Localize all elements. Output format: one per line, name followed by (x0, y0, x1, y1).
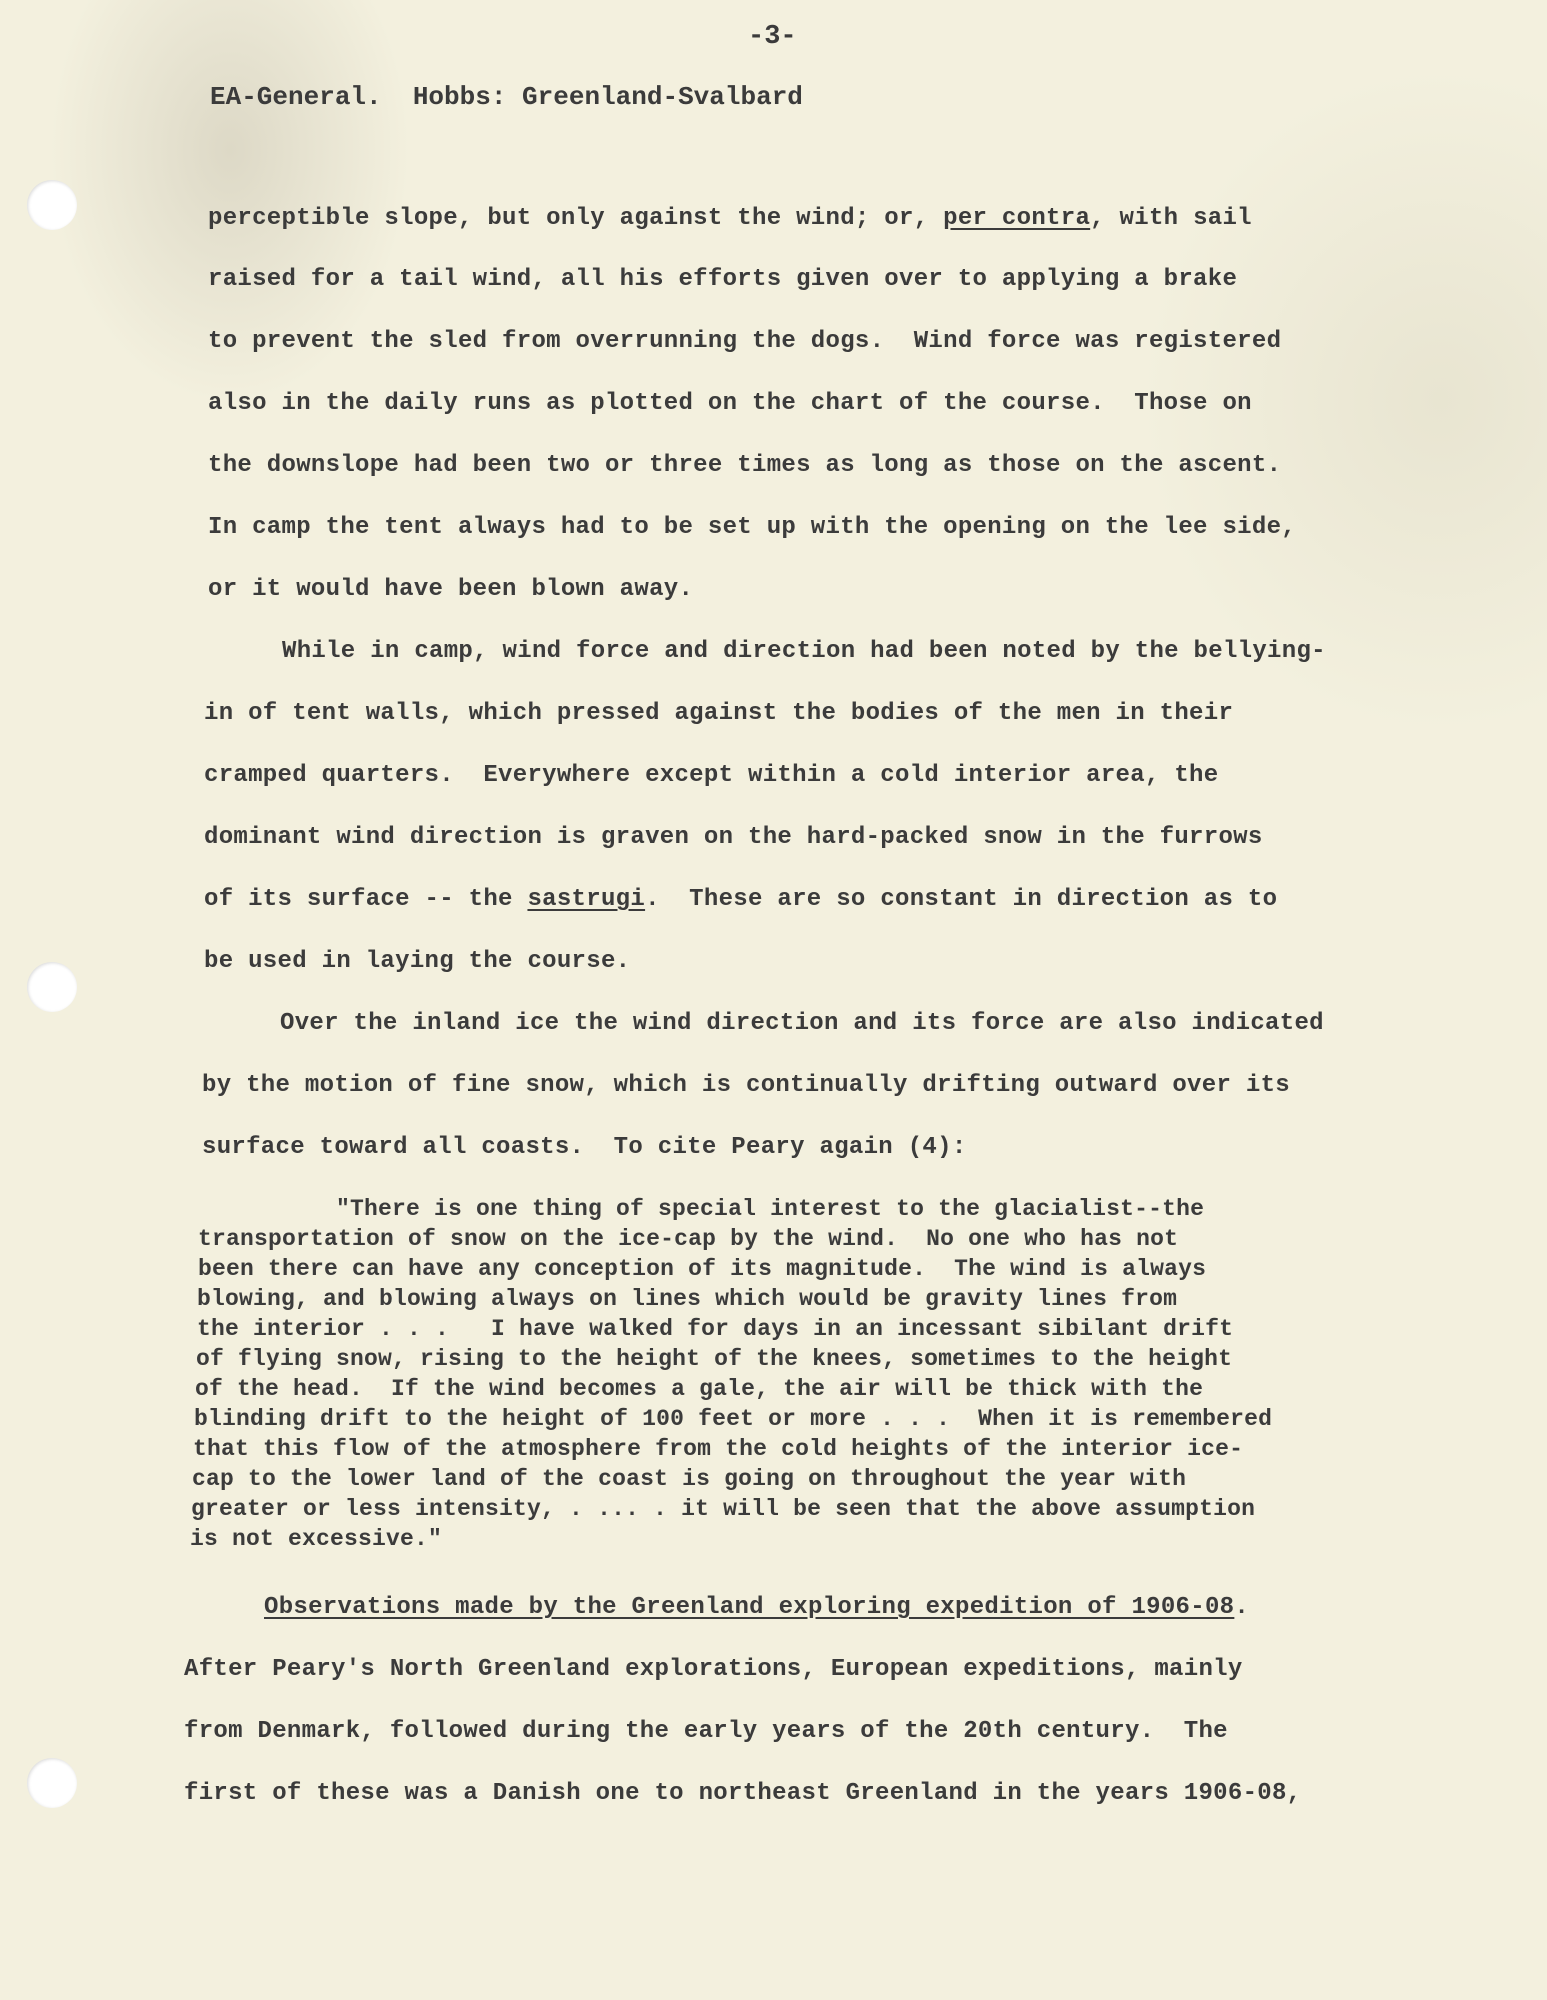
paragraph-1-line-1: perceptible slope, but only against the wind; or, per contra, with sail (208, 205, 1252, 232)
paragraph-2-line-3: cramped quarters. Everywhere except within a cold interior area, the (204, 762, 1219, 789)
running-head: EA-General. Hobbs: Greenland-Svalbard (210, 82, 803, 112)
punch-hole-top (27, 180, 77, 230)
underlined-word-sastrugi: sastrugi (527, 886, 646, 913)
paragraph-2-line-2: in of tent walls, which pressed against the bodies of the men in their (204, 700, 1234, 727)
paragraph-2-line-1: While in camp, wind force and direction had been noted by the bellying- (282, 638, 1326, 665)
paragraph-2-line-4: dominant wind direction is graven on the hard-packed snow in the furrows (204, 824, 1263, 851)
paragraph-2-line-6: be used in laying the course. (204, 948, 631, 975)
punch-hole-bottom (27, 1758, 77, 1808)
quotation-line-11: greater or less intensity, . ... . it will be seen that the above assumption (191, 1496, 1256, 1522)
paragraph-1-line-6: In camp the tent always had to be set up with the opening on the lee side, (208, 514, 1296, 541)
quotation-line-5: the interior . . . I have walked for days in an incessant sibilant drift (197, 1316, 1234, 1342)
paragraph-1-line-3: to prevent the sled from overrunning the dogs. Wind force was registered (208, 328, 1282, 355)
paragraph-1-line-7: or it would have been blown away. (208, 576, 694, 603)
punch-hole-middle (27, 962, 77, 1012)
paragraph-4-line-1: After Peary's North Greenland explorations, European expeditions, mainly (184, 1656, 1243, 1683)
paragraph-1-line-2: raised for a tail wind, all his efforts given over to applying a brake (208, 266, 1238, 293)
page-number: -3- (748, 22, 797, 52)
paragraph-4-line-3: first of these was a Danish one to northeast Greenland in the years 1906-08, (184, 1780, 1302, 1807)
quotation-line-7: of the head. If the wind becomes a gale, the air will be thick with the (195, 1376, 1204, 1402)
section-heading: Observations made by the Greenland exploring expedition of 1906-08. (264, 1594, 1250, 1621)
quotation-line-2: transportation of snow on the ice-cap by the wind. No one who has not (198, 1226, 1179, 1252)
paragraph-2-line-5: of its surface -- the sastrugi. These are so constant in direction as to (204, 886, 1278, 913)
quotation-line-8: blinding drift to the height of 100 feet or more . . . When it is remembered (194, 1406, 1273, 1432)
quotation-line-6: of flying snow, rising to the height of the knees, sometimes to the height (196, 1346, 1233, 1372)
quotation-line-10: cap to the lower land of the coast is going on throughout the year with (192, 1466, 1187, 1492)
underlined-phrase-per-contra: per contra (943, 205, 1091, 232)
paragraph-3-line-1: Over the inland ice the wind direction and its force are also indicated (280, 1010, 1324, 1037)
quotation-line-9: that this flow of the atmosphere from the cold heights of the interior ice- (193, 1436, 1244, 1462)
quotation-line-12: is not excessive." (190, 1526, 443, 1552)
paragraph-1-line-4: also in the daily runs as plotted on the chart of the course. Those on (208, 390, 1252, 417)
quotation-line-1: "There is one thing of special interest to the glacialist--the (336, 1196, 1205, 1222)
quotation-line-4: blowing, and blowing always on lines which would be gravity lines from (197, 1286, 1178, 1312)
paragraph-4-line-2: from Denmark, followed during the early years of the 20th century. The (184, 1718, 1228, 1745)
paragraph-3-line-3: surface toward all coasts. To cite Peary again (4): (202, 1134, 967, 1161)
quotation-line-3: been there can have any conception of its magnitude. The wind is always (198, 1256, 1207, 1282)
paragraph-3-line-2: by the motion of fine snow, which is continually drifting outward over its (202, 1072, 1290, 1099)
paragraph-1-line-5: the downslope had been two or three times as long as those on the ascent. (208, 452, 1282, 479)
section-heading-text: Observations made by the Greenland exploring expedition of 1906-08 (264, 1594, 1235, 1621)
